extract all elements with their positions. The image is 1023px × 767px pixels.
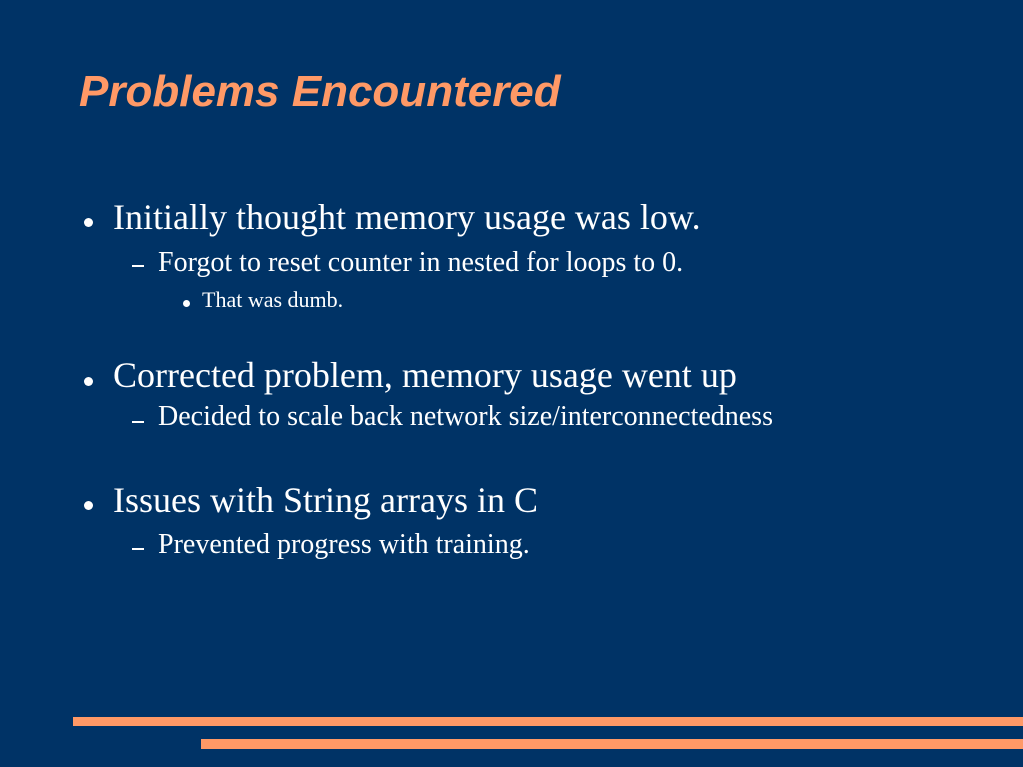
slide-title: Problems Encountered — [79, 67, 561, 116]
bullet-marker-2 — [84, 377, 93, 386]
sub-bullet-3-1-text: Prevented progress with training. — [158, 529, 530, 560]
bullet-3-text: Issues with String arrays in C — [113, 480, 538, 520]
sub-bullet-marker-2-1 — [132, 421, 144, 423]
sub-bullet-marker-1-1 — [132, 265, 144, 267]
sub-sub-bullet-marker-1-1-1 — [183, 300, 190, 307]
sub-bullet-2-1-text: Decided to scale back network size/interconnectedness — [158, 401, 773, 432]
sub-bullet-1-1-text: Forgot to reset counter in nested for loops to 0. — [158, 247, 684, 278]
decorative-bar-top — [73, 717, 1023, 726]
bullet-2-text: Corrected problem, memory usage went up — [113, 355, 737, 395]
bullet-marker-1 — [84, 218, 93, 227]
bullet-marker-3 — [84, 501, 93, 510]
sub-bullet-marker-3-1 — [132, 548, 144, 550]
bullet-1-text: Initially thought memory usage was low. — [113, 197, 701, 237]
sub-sub-bullet-1-1-1-text: That was dumb. — [202, 287, 344, 312]
decorative-bar-bottom — [201, 739, 1023, 749]
